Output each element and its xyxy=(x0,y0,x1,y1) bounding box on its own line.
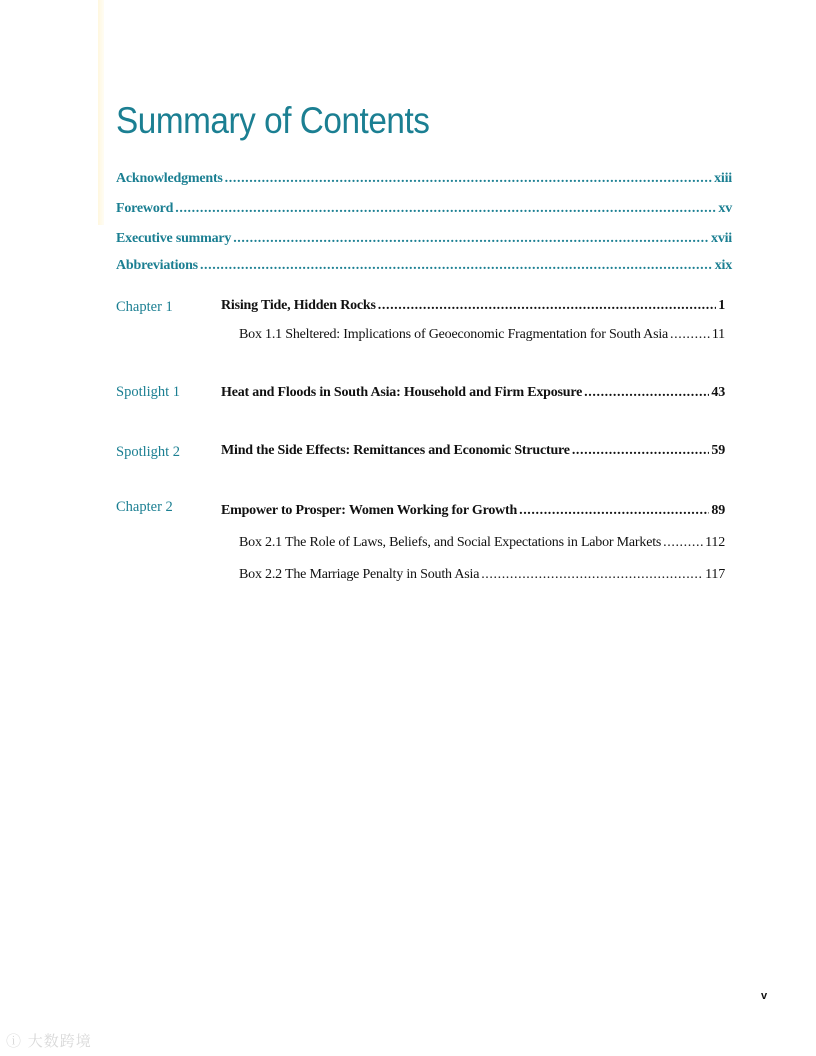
toc-entry-label: Heat and Floods in South Asia: Household and Firm Exposure xyxy=(221,385,583,400)
toc-entry-acknowledgments[interactable] xyxy=(116,171,732,187)
dot-leader xyxy=(663,535,703,551)
toc-entry-label: Rising Tide, Hidden Rocks xyxy=(221,298,376,313)
toc-entry-label: Box 2.2 The Marriage Penalty in South Asia xyxy=(239,567,480,582)
dot-leader xyxy=(225,171,712,187)
watermark-logo: ⓘ 大数跨境 xyxy=(6,1032,92,1050)
toc-entry-label: Abbreviations xyxy=(116,258,198,273)
toc-entry-label: Foreword xyxy=(116,201,174,216)
toc-entry-box-1-1[interactable] xyxy=(239,327,725,343)
toc-entry-foreword[interactable] xyxy=(116,201,732,217)
toc-entry-page: xvii xyxy=(711,231,732,246)
dot-leader xyxy=(670,327,710,343)
toc-entry-page: 1 xyxy=(718,298,725,313)
toc-entry-page: xix xyxy=(714,258,732,273)
dot-leader xyxy=(378,298,716,314)
section-label-chapter-1: Chapter 1 xyxy=(116,299,173,315)
toc-entry-label: Box 2.1 The Role of Laws, Beliefs, and Social Expectations in Labor Markets xyxy=(239,535,662,550)
toc-entry-label: Empower to Prosper: Women Working for Growth xyxy=(221,503,518,518)
section-label-chapter-2: Chapter 2 xyxy=(116,499,173,515)
section-label-spotlight-2: Spotlight 2 xyxy=(116,444,181,460)
toc-entry-empower-to-prosper[interactable] xyxy=(221,503,725,519)
dot-leader xyxy=(481,567,703,583)
section-label-spotlight-1: Spotlight 1 xyxy=(116,384,181,400)
toc-entry-executive-summary[interactable] xyxy=(116,231,732,247)
toc-entry-page: xv xyxy=(718,201,732,216)
dot-leader xyxy=(200,258,713,274)
dot-leader xyxy=(519,503,709,519)
toc-entry-page: 117 xyxy=(705,567,725,582)
dot-leader xyxy=(584,385,709,401)
toc-entry-mind-the-side-effects[interactable] xyxy=(221,443,725,459)
toc-entry-box-2-1[interactable] xyxy=(239,535,725,551)
toc-entry-page: 59 xyxy=(711,443,725,458)
toc-entry-label: Acknowledgments xyxy=(116,171,223,186)
toc-entry-page: 112 xyxy=(705,535,725,550)
dot-leader xyxy=(233,231,709,247)
toc-entry-abbreviations[interactable] xyxy=(116,258,732,274)
page-edge-stripe xyxy=(98,0,104,225)
toc-entry-page: 43 xyxy=(711,385,725,400)
dot-leader xyxy=(572,443,710,459)
toc-entry-page: xiii xyxy=(714,171,732,186)
toc-entry-rising-tide[interactable] xyxy=(221,298,725,314)
toc-entry-page: 11 xyxy=(711,327,725,342)
dot-leader xyxy=(175,201,716,217)
toc-entry-label: Executive summary xyxy=(116,231,232,246)
toc-entry-label: Box 1.1 Sheltered: Implications of Geoeconomic Fragmentation for South Asia xyxy=(239,327,669,342)
page-title: Summary of Contents xyxy=(116,100,430,141)
page-number: v xyxy=(761,990,768,1002)
toc-entry-label: Mind the Side Effects: Remittances and Economic Structure xyxy=(221,443,570,458)
toc-entry-heat-and-floods[interactable] xyxy=(221,385,725,401)
toc-entry-box-2-2[interactable] xyxy=(239,567,725,583)
toc-entry-page: 89 xyxy=(711,503,725,518)
